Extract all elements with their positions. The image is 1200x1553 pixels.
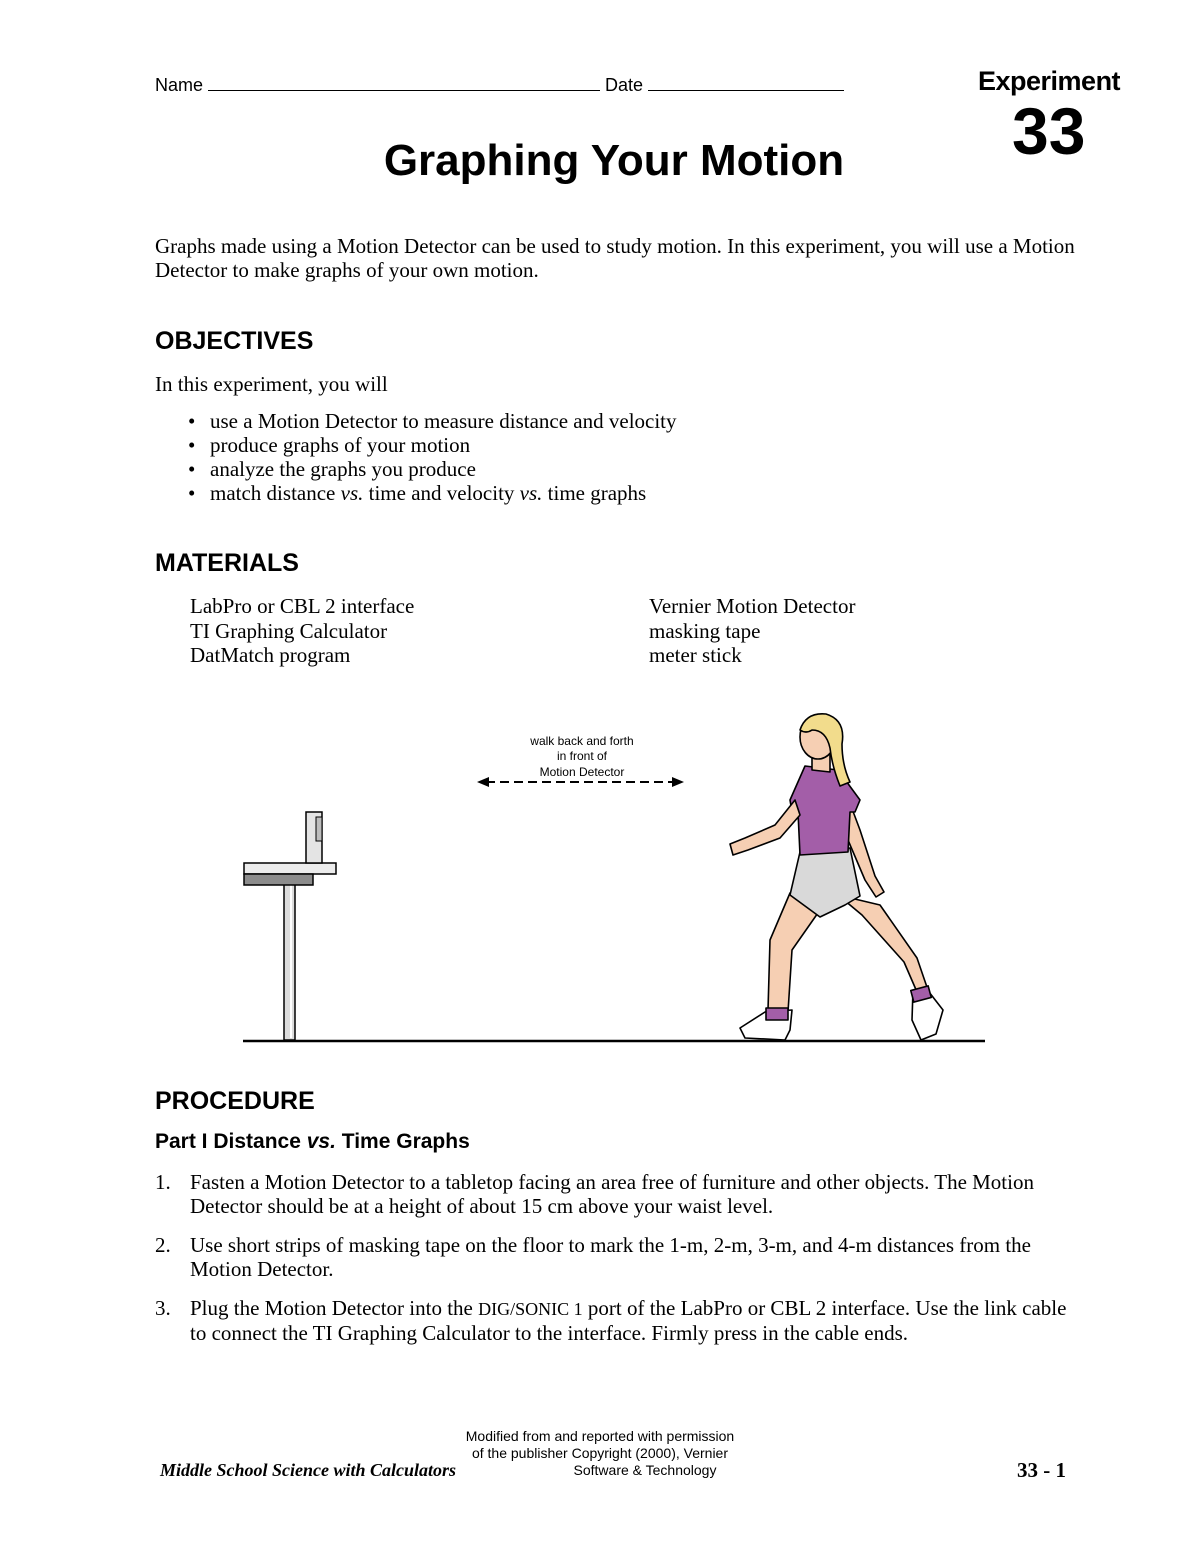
- list-item: • use a Motion Detector to measure distance and velocity: [160, 409, 677, 433]
- material-item: DatMatch program: [190, 643, 351, 667]
- objectives-lead: In this experiment, you will: [155, 372, 388, 396]
- experiment-number: 33: [1012, 94, 1086, 168]
- material-item: Vernier Motion Detector: [649, 594, 856, 618]
- experiment-label: Experiment: [978, 66, 1121, 96]
- name-blank[interactable]: [208, 74, 600, 91]
- page-title: Graphing Your Motion: [383, 136, 845, 185]
- date-blank[interactable]: [648, 74, 844, 91]
- procedure-steps: [155, 1170, 1075, 1360]
- material-item: TI Graphing Calculator: [190, 618, 388, 643]
- walking-person-icon: [730, 714, 943, 1040]
- material-item: masking tape: [649, 618, 761, 643]
- page-number: 33 - 1: [1017, 1458, 1066, 1482]
- intro-paragraph: Graphs made using a Motion Detector can be used to study motion. In this experiment, you will use a Motion Detector to make graphs of your own motion.: [155, 234, 1075, 282]
- objectives-list: [160, 409, 677, 505]
- list-item: 2. Use short strips of masking tape on the floor to mark the 1-m, 2-m, 3-m, and 4-m distances from the Motion Detector.: [155, 1233, 1031, 1281]
- list-item: • match distance vs. time and velocity vs. time graphs: [160, 481, 677, 505]
- part-title: Part I Distance vs. Time Graphs: [155, 1130, 470, 1153]
- diagram-caption-line: in front of: [556, 749, 608, 763]
- list-item: • produce graphs of your motion: [160, 433, 677, 457]
- diagram-caption-line: Motion Detector: [539, 765, 625, 779]
- materials-right-column: [649, 594, 855, 668]
- procedure-heading: PROCEDURE: [155, 1087, 315, 1115]
- material-item: meter stick: [649, 643, 742, 667]
- motion-detector-diagram: [0, 700, 1200, 1060]
- list-item: • analyze the graphs you produce: [160, 457, 677, 481]
- diagram-caption-line: walk back and forth: [530, 734, 634, 748]
- name-date-line: [155, 74, 844, 96]
- materials-heading: MATERIALS: [155, 549, 299, 577]
- materials-left-column: [190, 594, 414, 668]
- motion-detector-stand-icon: [244, 812, 336, 1040]
- footer-book-title: Middle School Science with Calculators: [160, 1460, 457, 1480]
- date-label: Date: [605, 75, 644, 95]
- name-label: Name: [155, 75, 204, 95]
- objectives-heading: OBJECTIVES: [155, 327, 314, 355]
- list-item: 3. Plug the Motion Detector into the DIG/SONIC 1 port of the LabPro or CBL 2 interface. Use the link cable to connect the TI Graphing Calculator to the interface. Firmly press in the cable ends.: [155, 1296, 1067, 1345]
- material-item: LabPro or CBL 2 interface: [190, 594, 415, 618]
- list-item: 1. Fasten a Motion Detector to a tabletop facing an area free of furniture and other objects. The Motion Detector should be at a height of about 15 cm above your waist level.: [155, 1170, 1034, 1218]
- footer-permission-note: Modified from and reported with permission of the publisher Copyright (2000), Vernier Software & Technology: [465, 1428, 735, 1478]
